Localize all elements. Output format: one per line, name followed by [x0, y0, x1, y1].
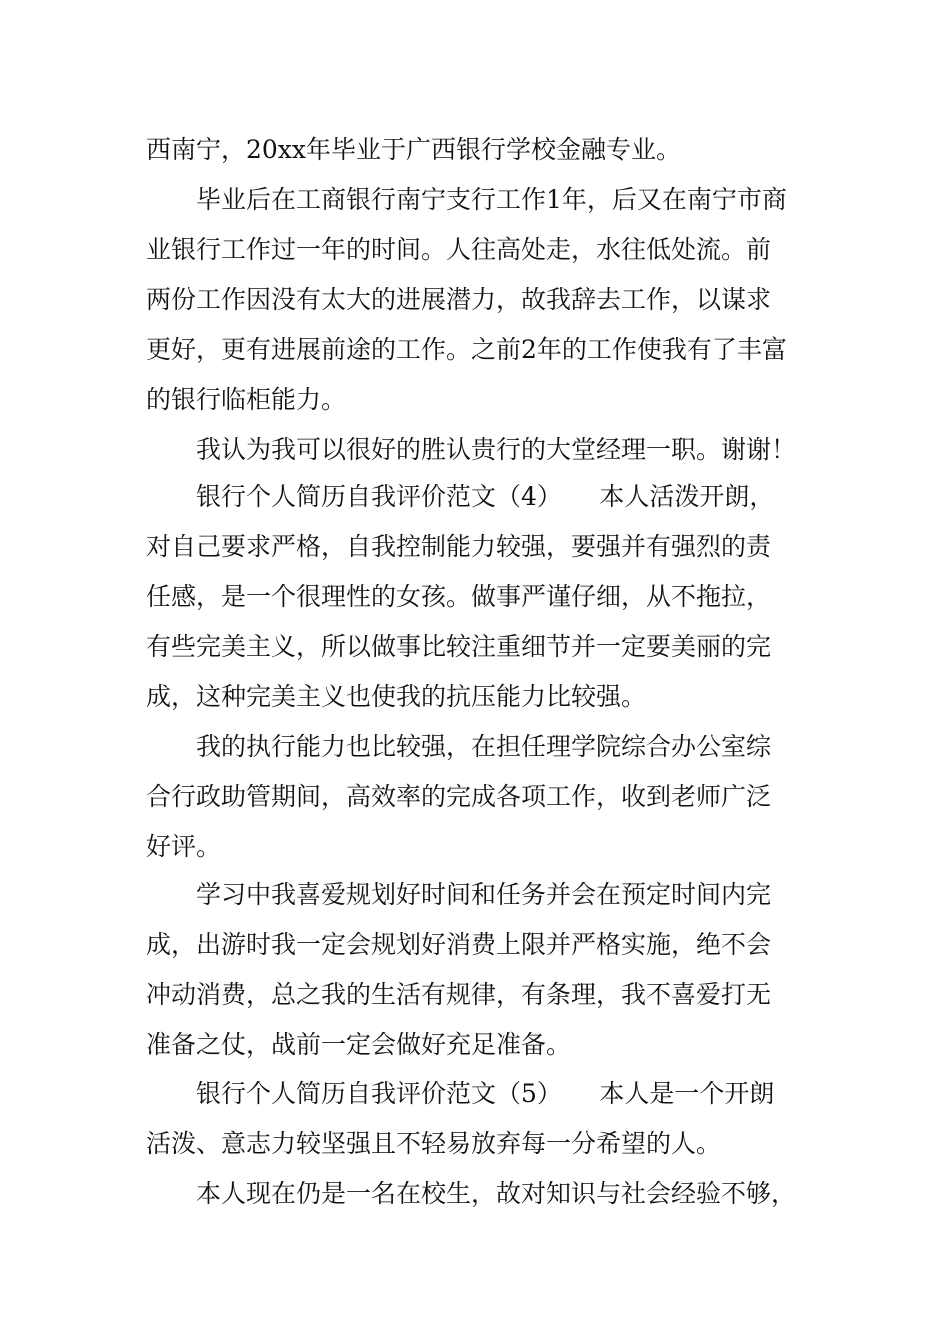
- text-line: 银行个人简历自我评价范文（5） 本人是一个开朗: [146, 1079, 775, 1108]
- text-line: 冲动消费，总之我的生活有规律，有条理，我不喜爱打无: [146, 980, 772, 1009]
- text-line: 成，出游时我一定会规划好消费上限并严格实施，绝不会: [146, 930, 772, 959]
- text-line: 两份工作因没有太大的进展潜力，故我辞去工作，以谋求: [146, 285, 772, 314]
- text-line: 更好，更有进展前途的工作。之前2年的工作使我有了丰富: [146, 335, 787, 364]
- text-line: 的银行临柜能力。: [146, 385, 347, 414]
- text-line: 业银行工作过一年的时间。人往高处走，水往低处流。前: [146, 235, 772, 264]
- text-line: 对自己要求严格，自我控制能力较强，要强并有强烈的责: [146, 532, 772, 561]
- text-line: 准备之仗，战前一定会做好充足准备。: [146, 1030, 572, 1059]
- text-line: 学习中我喜爱规划好时间和任务并会在预定时间内完: [146, 880, 772, 909]
- text-line: 我认为我可以很好的胜认贵行的大堂经理一职。谢谢！: [146, 435, 797, 464]
- text-line: 成，这种完美主义也使我的抗压能力比较强。: [146, 682, 647, 711]
- text-line: 合行政助管期间，高效率的完成各项工作，收到老师广泛: [146, 782, 772, 811]
- text-line: 任感，是一个很理性的女孩。做事严谨仔细，从不拖拉，: [146, 582, 772, 611]
- text-line: 西南宁，20xx年毕业于广西银行学校金融专业。: [146, 135, 682, 164]
- text-line: 银行个人简历自我评价范文（4） 本人活泼开朗，: [146, 482, 775, 511]
- text-line: 毕业后在工商银行南宁支行工作1年，后又在南宁市商: [146, 185, 787, 214]
- text-line: 本人现在仍是一名在校生，故对知识与社会经验不够，: [146, 1179, 797, 1208]
- text-line: 我的执行能力也比较强，在担任理学院综合办公室综: [146, 732, 772, 761]
- text-line: 有些完美主义，所以做事比较注重细节并一定要美丽的完: [146, 632, 772, 661]
- text-line: 好评。: [146, 832, 222, 861]
- text-line: 活泼、意志力较坚强且不轻易放弃每一分希望的人。: [146, 1129, 722, 1158]
